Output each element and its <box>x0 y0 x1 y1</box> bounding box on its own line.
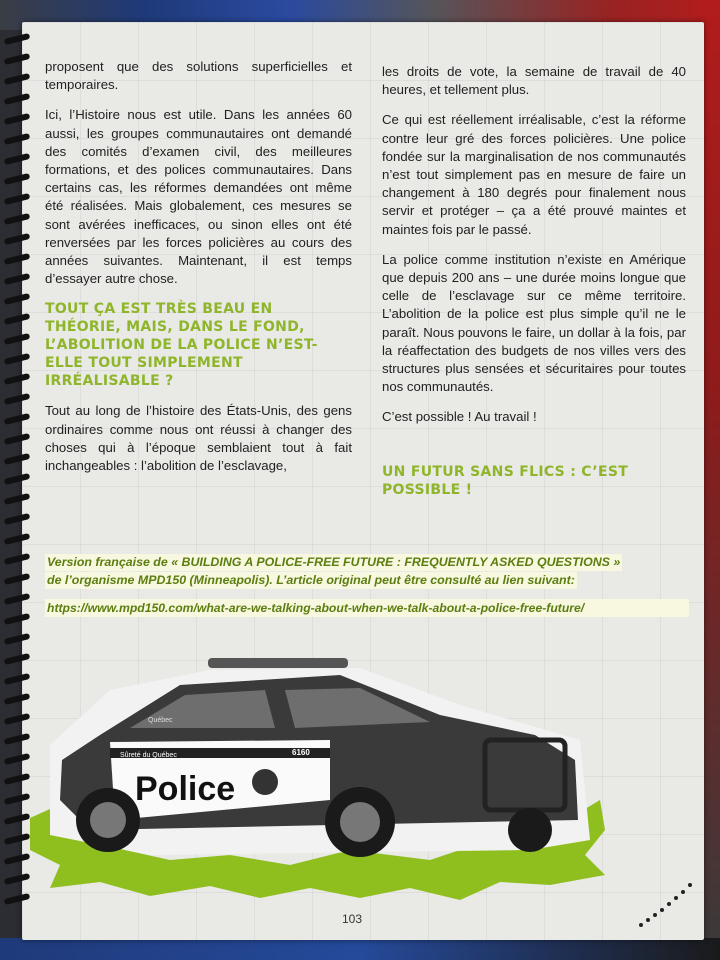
rear-rim <box>90 802 126 838</box>
credit-block <box>45 553 685 589</box>
corner-dots-decoration <box>636 870 696 930</box>
background-bottom <box>0 938 720 960</box>
right-paragraph-1: les droits de vote, la semaine de travail de 40 heures, et tellement plus. <box>382 64 686 98</box>
spiral-coil <box>4 193 31 205</box>
spiral-binding <box>0 36 34 926</box>
spiral-coil <box>4 553 31 565</box>
spiral-coil <box>4 713 31 725</box>
spiral-coil <box>4 733 31 745</box>
spiral-coil <box>4 493 31 505</box>
police-badge-icon <box>252 769 278 795</box>
spiral-coil <box>4 833 31 845</box>
spiral-coil <box>4 233 31 245</box>
spiral-coil <box>4 873 31 885</box>
spiral-coil <box>4 253 31 265</box>
spiral-coil <box>4 333 31 345</box>
spiral-coil <box>4 613 31 625</box>
spiral-coil <box>4 213 31 225</box>
spiral-coil <box>4 773 31 785</box>
spiral-coil <box>4 533 31 545</box>
police-car-illustration <box>30 650 610 900</box>
right-column <box>382 63 686 511</box>
spiral-coil <box>4 373 31 385</box>
spiral-coil <box>4 633 31 645</box>
spiral-coil <box>4 593 31 605</box>
spiral-coil <box>4 893 31 905</box>
left-paragraph-1: proposent que des solutions superficielles et temporaires. <box>45 59 352 93</box>
section-heading-left: TOUT ÇA EST TRÈS BEAU EN THÉORIE, MAIS, DANS LE FOND, L’ABOLITION DE LA POLICE N’EST-ELLE TOUT SIMPLEMENT IRRÉALISABLE ? <box>45 301 318 390</box>
spiral-coil <box>4 53 31 65</box>
front-rim <box>340 802 380 842</box>
left-paragraph-2: Ici, l’Histoire nous est utile. Dans les années 60 aussi, les groupes communautaires ont demandé des comités d’examen civil, des meilleures formations, et des polices communautaires. Dans certains cas, les réformes demandées ont même été réalisées. Mais globalement, ces mesures se sont avérées inefficaces, ou sinon elles ont été renversées par les forces policières au cours des années suivantes. Maintenant, il est temps d’essayer autre chose. <box>45 107 352 287</box>
spiral-coil <box>4 573 31 585</box>
spiral-coil <box>4 293 31 305</box>
spiral-coil <box>4 793 31 805</box>
spiral-coil <box>4 673 31 685</box>
spiral-coil <box>4 753 31 765</box>
spiral-coil <box>4 273 31 285</box>
credit-line-1: Version française de « BUILDING A POLICE-FREE FUTURE : FREQUENTLY ASKED QUESTIONS » <box>47 555 621 569</box>
spiral-coil <box>4 853 31 865</box>
spiral-coil <box>4 433 31 445</box>
credit-line-2: de l’organisme MPD150 (Minneapolis). L’article original peut être consulté au lien suivant: <box>47 573 575 587</box>
spiral-coil <box>4 133 31 145</box>
source-url-link[interactable]: https://www.mpd150.com/what-are-we-talking-about-when-we-talk-about-a-police-free-future/ <box>45 599 689 617</box>
spiral-coil <box>4 413 31 425</box>
right-paragraph-2: Ce qui est réellement irréalisable, c’est la réforme contre leur gré des forces policières. Une police fondée sur la marginalisation de nos communautés n’est tout simplement pas en mesure de faire un changement à 180 degrés pour finalement nous servir et protéger – ça a été prouvé maintes et maintes fois par le passé. <box>382 112 686 237</box>
lightbar <box>208 658 348 668</box>
spiral-coil <box>4 353 31 365</box>
spiral-coil <box>4 93 31 105</box>
window-label: Québec <box>148 717 173 724</box>
spiral-coil <box>4 693 31 705</box>
spiral-coil <box>4 313 31 325</box>
spiral-coil <box>4 153 31 165</box>
left-paragraph-3: Tout au long de l’histoire des États-Unis, des gens ordinaires comme nous ont réussi à changer des choses qui à l’époque semblaient tout à fait inchangeables : l’abolition de l’esclavage, <box>45 403 352 474</box>
spiral-coil <box>4 653 31 665</box>
spiral-coil <box>4 33 31 45</box>
spiral-coil <box>4 453 31 465</box>
spiral-coil <box>4 113 31 125</box>
agency-text: Sûreté du Québec <box>120 752 177 759</box>
spiral-coil <box>4 73 31 85</box>
right-paragraph-3: La police comme institution n’existe en Amérique que depuis 200 ans – une durée moins longue que celle de l’esclavage sur ce même territoire. L’abolition de la police est plus simple qu’il ne le paraît. Nous pouvons le faire, un dollar à la fois, par la réaffectation des budgets de nos villes vers des structures plus sensées et sécuritaires pour toutes nos communautés. <box>382 251 686 395</box>
spiral-coil <box>4 473 31 485</box>
left-column <box>45 58 352 487</box>
police-door-text: Police <box>135 770 236 808</box>
spiral-coil <box>4 513 31 525</box>
section-heading-right: UN FUTUR SANS FLICS : C’EST POSSIBLE ! <box>382 463 629 498</box>
far-wheel <box>508 808 552 852</box>
spiral-coil <box>4 393 31 405</box>
spiral-coil <box>4 173 31 185</box>
right-paragraph-4: C’est possible ! Au travail ! <box>382 409 537 425</box>
unit-number: 6160 <box>292 748 310 757</box>
page-number: 103 <box>342 912 363 926</box>
spiral-coil <box>4 813 31 825</box>
